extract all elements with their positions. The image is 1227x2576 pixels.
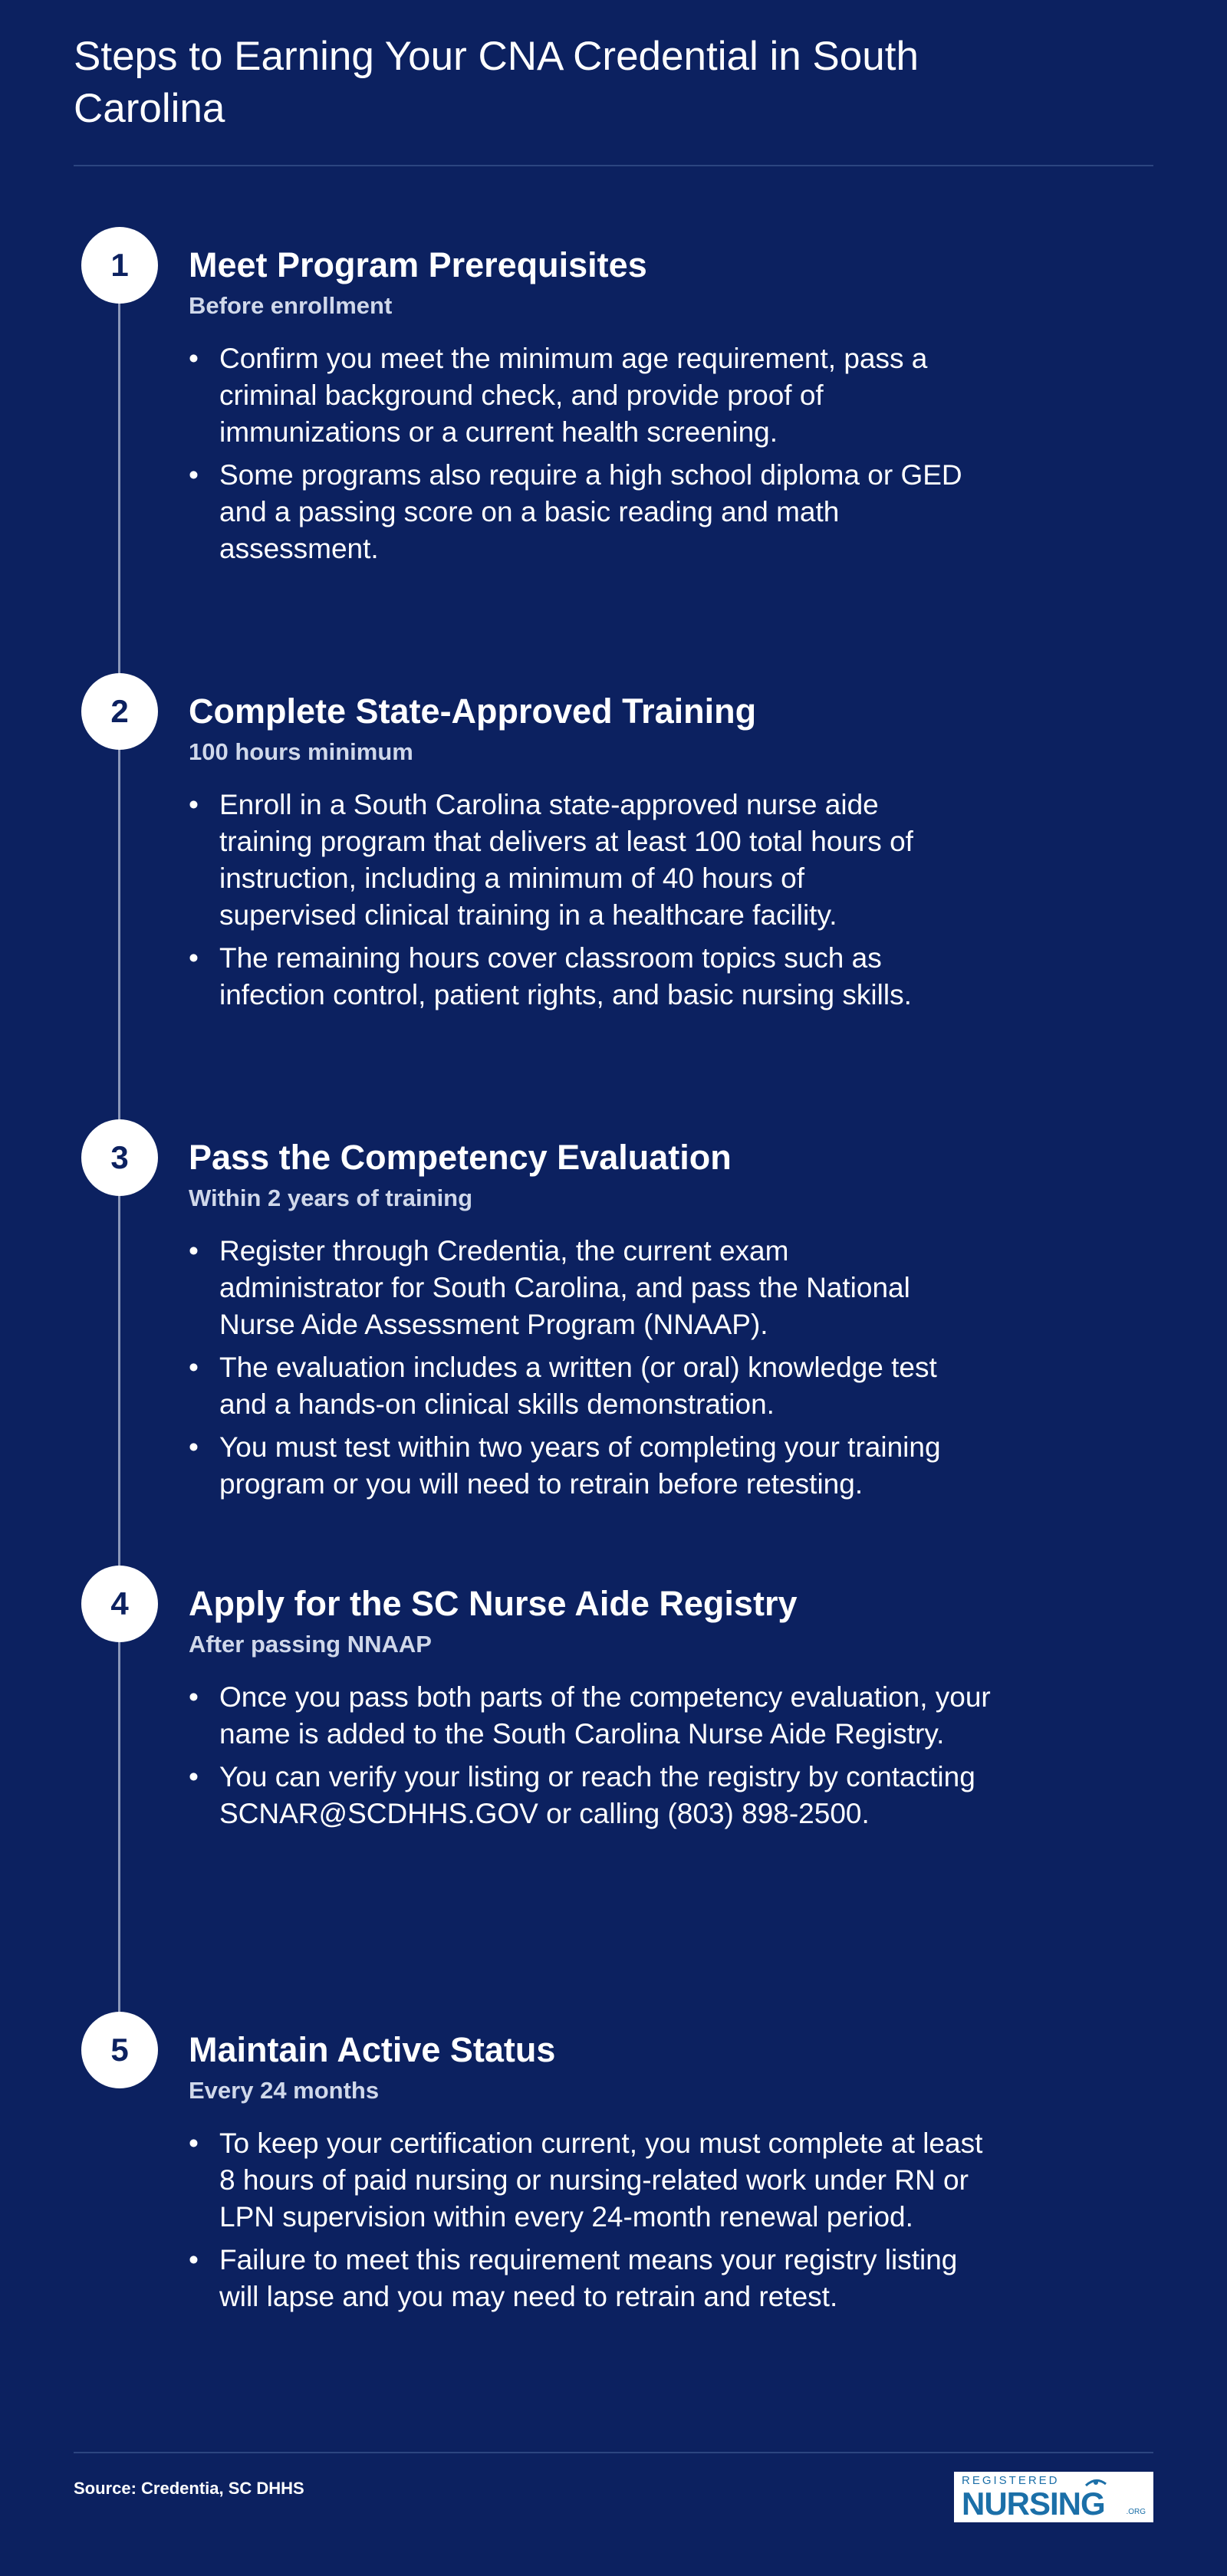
bullet-item: • Failure to meet this requirement means your registry listing will lapse and you may need to retrain and retest. — [189, 2242, 986, 2315]
step-1 — [0, 227, 1227, 610]
step-2 — [0, 673, 1227, 1087]
bullet-item: • Some programs also require a high school diploma or GED and a passing score on a basic reading and math assessment. — [189, 457, 1002, 567]
bullet-item: • The remaining hours cover classroom topics such as infection control, patient rights, and basic nursing skills. — [189, 940, 925, 1014]
step-4 — [0, 1566, 1227, 1949]
bullet-item: • You can verify your listing or reach the registry by contacting SCNAR@SCDHHS.GOV or calling (803) 898-2500. — [189, 1759, 1048, 1832]
step-number-badge: 2 — [81, 673, 158, 750]
step-number-badge: 5 — [81, 2012, 158, 2088]
step-number-badge: 3 — [81, 1119, 158, 1196]
page-title: Steps to Earning Your CNA Credential in South Carolina — [74, 34, 919, 131]
step-title: Maintain Active Status — [189, 2030, 556, 2069]
step-bullets — [189, 2125, 986, 2321]
logo-top-text: REGISTERED — [962, 2474, 1060, 2487]
logo-suffix-text: .ORG — [1126, 2508, 1146, 2516]
step-subtitle: Within 2 years of training — [189, 1184, 473, 1211]
bullet-item: • Register through Credentia, the current exam administrator for South Carolina, and pass the National Nurse Aide Assessment Program (NNAAP). — [189, 1233, 956, 1343]
step-bullets — [189, 340, 1002, 573]
step-title: Meet Program Prerequisites — [189, 245, 647, 284]
step-bullets — [189, 1679, 1048, 1838]
bullet-item: • To keep your certification current, you must complete at least 8 hours of paid nursing or nursing-related work under RN or LPN supervision within every 24-month renewal period. — [189, 2125, 986, 2236]
logo-main-text: NURSING — [962, 2486, 1105, 2522]
step-5 — [0, 2012, 1227, 2426]
step-number-badge: 1 — [81, 227, 158, 304]
step-title: Pass the Competency Evaluation — [189, 1138, 732, 1177]
registered-nursing-logo — [954, 2472, 1153, 2522]
step-title: Apply for the SC Nurse Aide Registry — [189, 1584, 798, 1623]
step-subtitle: Before enrollment — [189, 292, 393, 319]
footer-divider — [74, 2452, 1153, 2453]
bullet-item: • Confirm you meet the minimum age requirement, pass a criminal background check, and provide proof of immunizations or a current health screening. — [189, 340, 1002, 451]
header-divider — [74, 165, 1153, 166]
bullet-item: • The evaluation includes a written (or oral) knowledge test and a hands-on clinical skills demonstration. — [189, 1349, 956, 1423]
step-3 — [0, 1119, 1227, 1549]
step-bullets — [189, 787, 925, 1020]
step-title: Complete State-Approved Training — [189, 692, 757, 731]
source-note: Source: Credentia, SC DHHS — [74, 2479, 304, 2498]
step-subtitle: After passing NNAAP — [189, 1631, 432, 1658]
bullet-item: • You must test within two years of completing your training program or you will need to retrain before retesting. — [189, 1429, 956, 1503]
logo-swoosh-icon — [1084, 2476, 1107, 2489]
step-subtitle: 100 hours minimum — [189, 738, 413, 765]
step-subtitle: Every 24 months — [189, 2077, 380, 2104]
step-bullets — [189, 1233, 956, 1509]
bullet-item: • Enroll in a South Carolina state-approved nurse aide training program that delivers at least 100 total hours of instruction, including a minimum of 40 hours of supervised clinical training in a healthcare facility. — [189, 787, 925, 934]
bullet-item: • Once you pass both parts of the competency evaluation, your name is added to the South Carolina Nurse Aide Registry. — [189, 1679, 1048, 1753]
step-number-badge: 4 — [81, 1566, 158, 1642]
